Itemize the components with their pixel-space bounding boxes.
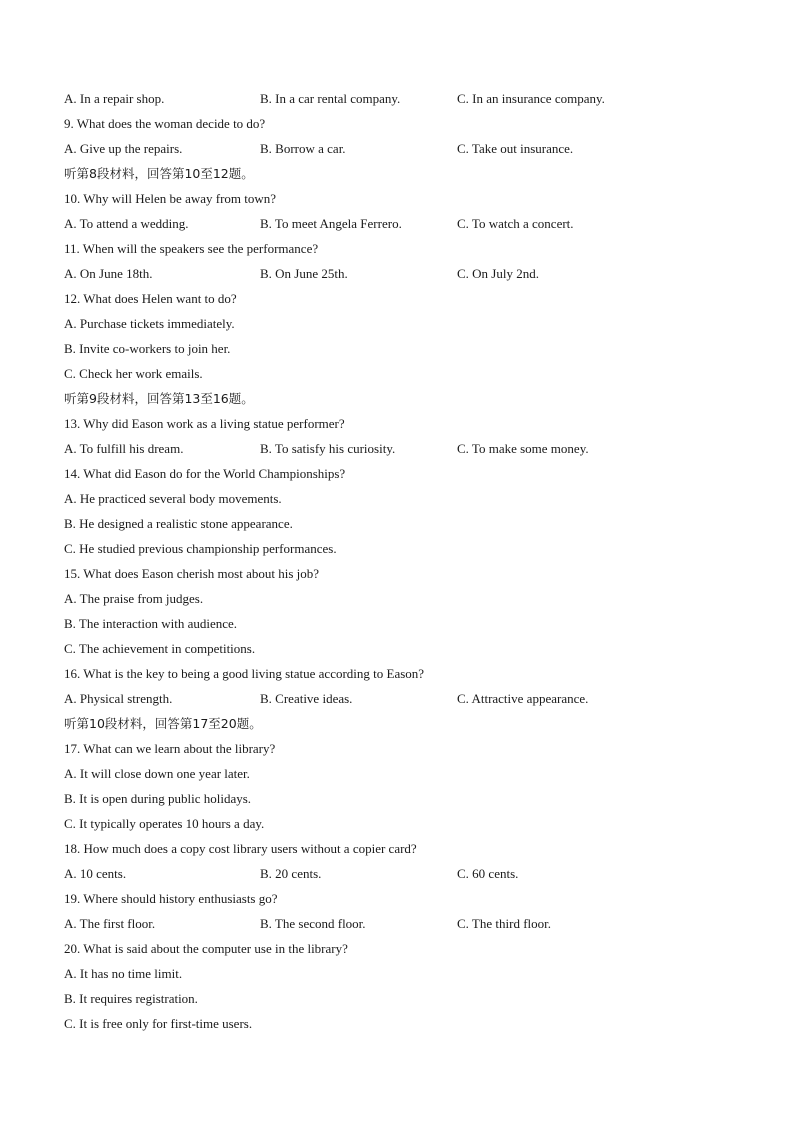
answer-options-row xyxy=(64,264,744,289)
section-instruction: 听第9段材料，回答第13至16题。 xyxy=(64,391,254,406)
question-text: 18. How much does a copy cost library users without a copier card? xyxy=(64,841,417,856)
answer-option: A. It has no time limit. xyxy=(64,966,183,981)
answer-options-row xyxy=(64,139,744,164)
answer-options-row xyxy=(64,914,744,939)
answer-option: B. It requires registration. xyxy=(64,991,198,1006)
answer-option: C. He studied previous championship performances. xyxy=(64,541,337,556)
answer-option: A. He practiced several body movements. xyxy=(64,491,282,506)
option-b: B. To meet Angela Ferrero. xyxy=(260,216,402,231)
question-text: 16. What is the key to being a good living statue according to Eason? xyxy=(64,666,425,681)
option-c: C. The third floor. xyxy=(457,916,552,931)
option-b: B. Borrow a car. xyxy=(260,141,346,156)
answer-option: C. Check her work emails. xyxy=(64,366,203,381)
answer-option: B. It is open during public holidays. xyxy=(64,791,252,806)
option-c: C. In an insurance company. xyxy=(457,91,605,106)
question-text: 19. Where should history enthusiasts go? xyxy=(64,891,278,906)
option-a: A. On June 18th. xyxy=(64,266,153,281)
question-text: 13. Why did Eason work as a living statue performer? xyxy=(64,416,345,431)
question-text: 10. Why will Helen be away from town? xyxy=(64,191,277,206)
answer-options-row xyxy=(64,864,744,889)
answer-options-row xyxy=(64,89,744,114)
option-a: A. Physical strength. xyxy=(64,691,173,706)
option-b: B. 20 cents. xyxy=(260,866,322,881)
answer-option: B. The interaction with audience. xyxy=(64,616,238,631)
option-a: A. Give up the repairs. xyxy=(64,141,183,156)
option-c: C. To make some money. xyxy=(457,441,589,456)
document-page xyxy=(64,89,744,1039)
answer-option: A. It will close down one year later. xyxy=(64,766,250,781)
section-instruction: 听第10段材料，回答第17至20题。 xyxy=(64,716,262,731)
question-text: 11. When will the speakers see the performance? xyxy=(64,241,319,256)
answer-options-row xyxy=(64,439,744,464)
option-c: C. Attractive appearance. xyxy=(457,691,589,706)
answer-option: B. He designed a realistic stone appearance. xyxy=(64,516,293,531)
option-a: A. The first floor. xyxy=(64,916,156,931)
answer-option: C. It is free only for first-time users. xyxy=(64,1016,253,1031)
question-text: 15. What does Eason cherish most about his job? xyxy=(64,566,320,581)
option-c: C. 60 cents. xyxy=(457,866,519,881)
answer-options-row xyxy=(64,689,744,714)
option-a: A. To fulfill his dream. xyxy=(64,441,184,456)
answer-option: A. Purchase tickets immediately. xyxy=(64,316,235,331)
option-a: A. In a repair shop. xyxy=(64,91,165,106)
question-text: 17. What can we learn about the library? xyxy=(64,741,276,756)
option-b: B. In a car rental company. xyxy=(260,91,401,106)
option-c: C. To watch a concert. xyxy=(457,216,574,231)
option-a: A. To attend a wedding. xyxy=(64,216,189,231)
question-text: 12. What does Helen want to do? xyxy=(64,291,237,306)
option-b: B. To satisfy his curiosity. xyxy=(260,441,396,456)
answer-options-row xyxy=(64,214,744,239)
question-text: 20. What is said about the computer use in the library? xyxy=(64,941,348,956)
option-b: B. Creative ideas. xyxy=(260,691,353,706)
answer-option: A. The praise from judges. xyxy=(64,591,204,606)
option-c: C. Take out insurance. xyxy=(457,141,574,156)
section-instruction: 听第8段材料，回答第10至12题。 xyxy=(64,166,254,181)
question-text: 14. What did Eason do for the World Championships? xyxy=(64,466,346,481)
option-a: A. 10 cents. xyxy=(64,866,127,881)
question-text: 9. What does the woman decide to do? xyxy=(64,116,266,131)
option-b: B. The second floor. xyxy=(260,916,366,931)
answer-option: B. Invite co-workers to join her. xyxy=(64,341,231,356)
answer-option: C. It typically operates 10 hours a day. xyxy=(64,816,265,831)
option-c: C. On July 2nd. xyxy=(457,266,539,281)
option-b: B. On June 25th. xyxy=(260,266,348,281)
answer-option: C. The achievement in competitions. xyxy=(64,641,256,656)
